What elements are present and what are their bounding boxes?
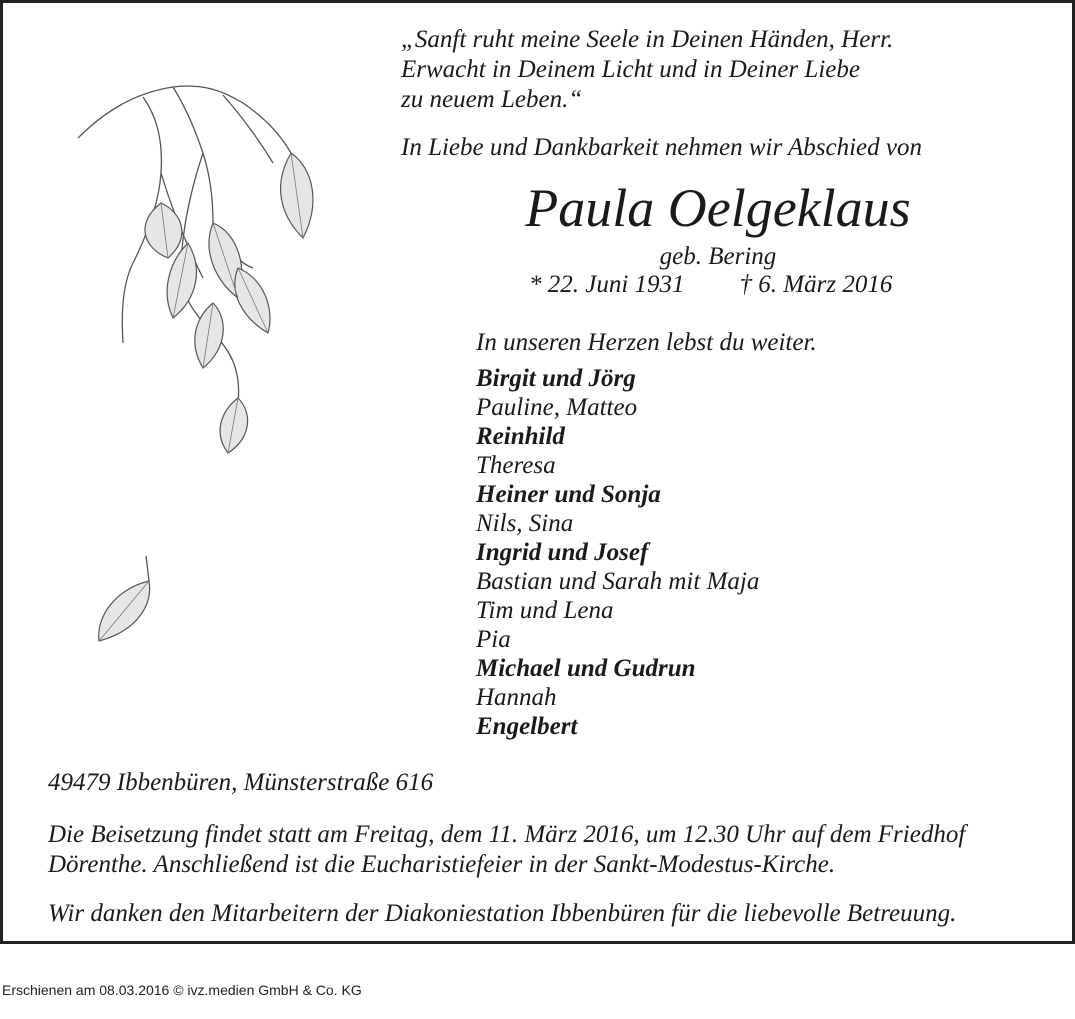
mourner-name: Birgit und Jörg bbox=[476, 365, 636, 392]
life-dates bbox=[529, 270, 892, 300]
mourner-name: Heiner und Sonja bbox=[476, 481, 661, 508]
mourner-name: Michael und Gudrun bbox=[476, 655, 696, 682]
birth-name: geb. Bering bbox=[659, 243, 777, 270]
farewell-intro: In Liebe und Dankbarkeit nehmen wir Abschied von bbox=[401, 134, 922, 161]
mourner-name: Nils, Sina bbox=[476, 510, 574, 537]
mourners-list bbox=[476, 364, 759, 741]
mourner-name: Reinhild bbox=[476, 423, 565, 450]
motto-line: zu neuem Leben.“ bbox=[401, 86, 583, 113]
mourner-name: Pauline, Matteo bbox=[476, 394, 638, 421]
mourner-name: Engelbert bbox=[476, 713, 578, 740]
motto-line: Erwacht in Deinem Licht und in Deiner Liebe bbox=[401, 56, 860, 83]
address: 49479 Ibbenbüren, Münsterstraße 616 bbox=[48, 769, 434, 796]
falling-leaf-icon bbox=[91, 551, 161, 651]
mourner-name: Ingrid und Josef bbox=[476, 539, 649, 566]
hearts-line: In unseren Herzen lebst du weiter. bbox=[476, 329, 817, 356]
mourner-name: Tim und Lena bbox=[476, 597, 614, 624]
mourner-name: Pia bbox=[476, 626, 511, 653]
mourner-name: Theresa bbox=[476, 452, 556, 479]
mourner-name: Hannah bbox=[476, 684, 557, 711]
mourner-name: Bastian und Sarah mit Maja bbox=[476, 568, 760, 595]
funeral-notice: Die Beisetzung findet statt am Freitag, dem 11. März 2016, um 12.30 Uhr auf dem Friedhof Dörenthe. Anschließend ist die Eucharistiefeier in der Sankt-Modestus-Kirche. bbox=[48, 821, 966, 878]
birth-date: * 22. Juni 1931 bbox=[529, 271, 685, 298]
motto-line: „Sanft ruht meine Seele in Deinen Händen, Herr. bbox=[401, 26, 894, 53]
death-date: † 6. März 2016 bbox=[739, 271, 893, 298]
publication-footer: Erschienen am 08.03.2016 © ivz.medien GmbH & Co. KG bbox=[2, 982, 362, 998]
deceased-name: Paula Oelgeklaus bbox=[525, 178, 911, 238]
motto-quote bbox=[401, 25, 893, 115]
thanks-note: Wir danken den Mitarbeitern der Diakoniestation Ibbenbüren für die liebevolle Betreuung. bbox=[48, 900, 957, 927]
